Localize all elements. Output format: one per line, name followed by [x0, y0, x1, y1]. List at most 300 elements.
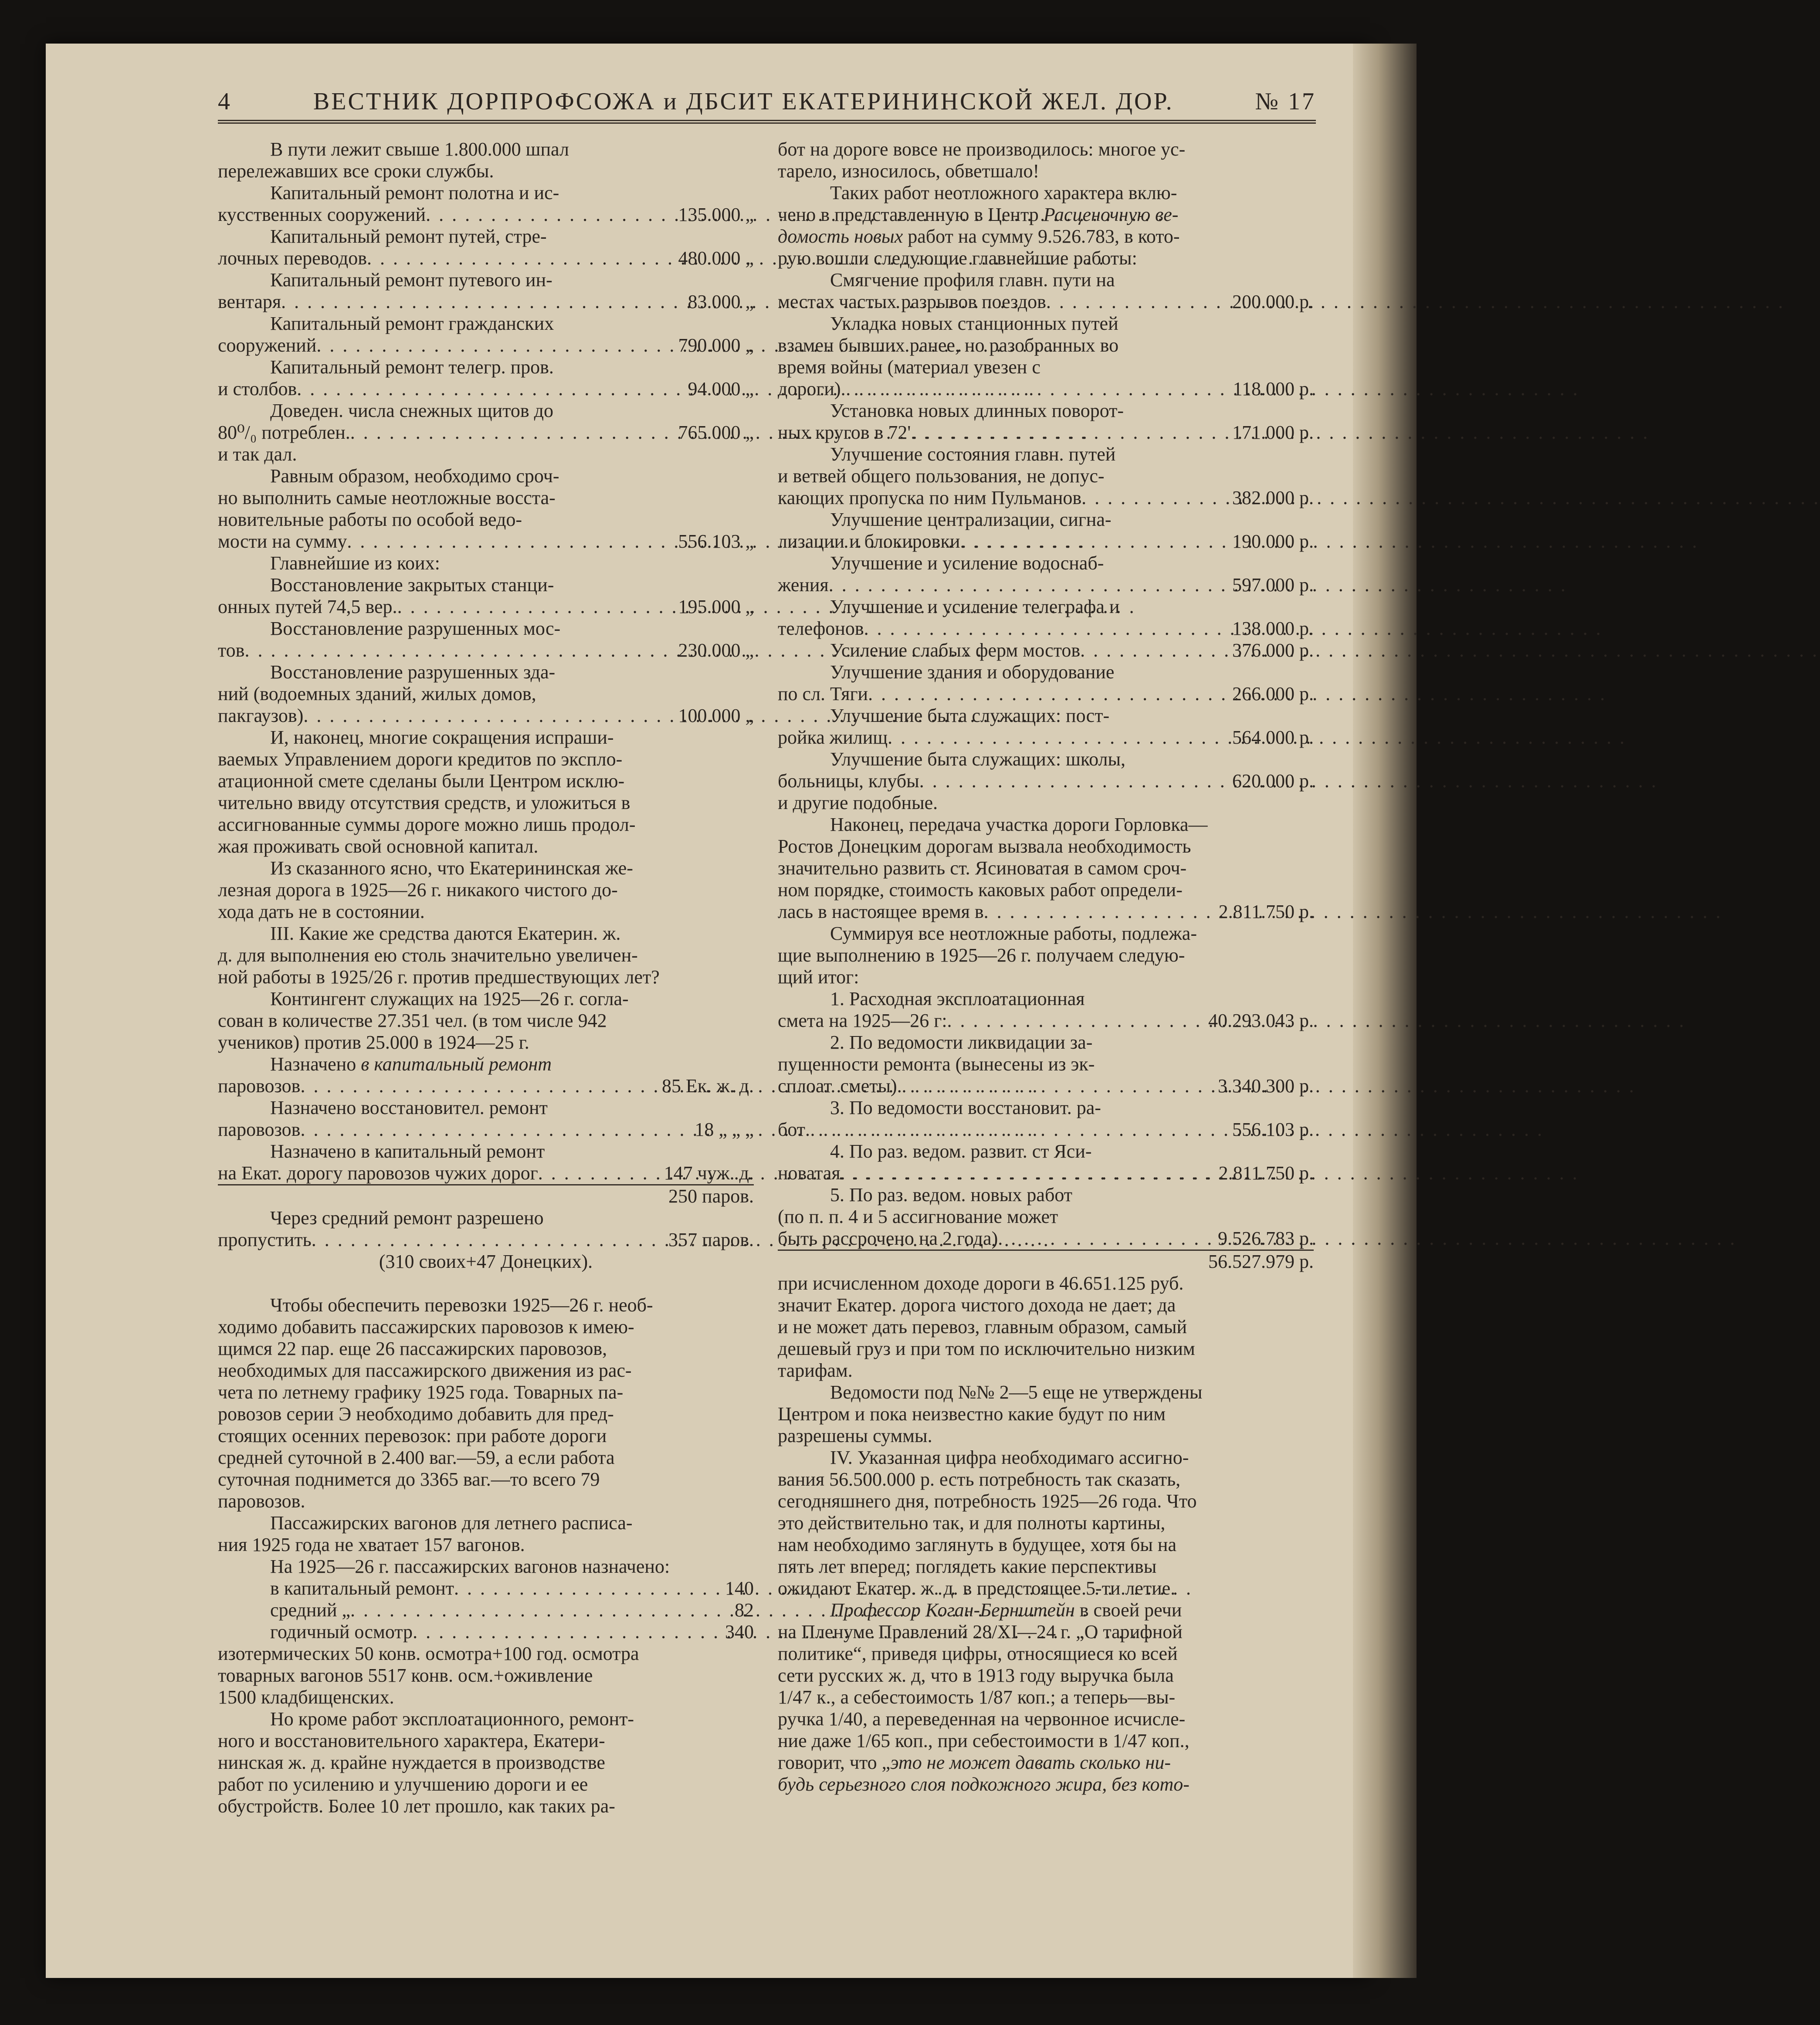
text-line [778, 226, 1314, 247]
line-text: Равным образом, необходимо сроч- [270, 465, 559, 487]
line-amount: 597.000 р. [1232, 574, 1314, 596]
line-text: Доведен. числа снежных щитов до [270, 400, 553, 421]
dot-leader [316, 335, 675, 356]
dot-leader [454, 1578, 722, 1599]
text-line [218, 1556, 754, 1578]
line-text: Улучшение быта служащих: школы, [830, 748, 1126, 770]
line-text: ожидают Екатер. ж. д. в предстоящее 5-ти летие. [778, 1578, 1176, 1599]
line-text: вентаря [218, 291, 281, 312]
line-text: (310 своих+47 Донецких). [379, 1251, 593, 1272]
line-text: Улучшение быта служащих: пост- [830, 705, 1110, 726]
line-text: местах частых разрывов поездов [778, 291, 1046, 312]
dot-leader [805, 1119, 1230, 1141]
line-text: сооружений [218, 335, 317, 356]
line-text: ние даже 1/65 коп., при себестоимости в 1/47 коп., [778, 1730, 1190, 1751]
text-line [778, 1512, 1314, 1534]
line-text: работ по усилению и улучшению дороги и ее [218, 1774, 588, 1795]
line-text: смета на 1925—26 г: [778, 1010, 947, 1031]
line-text: На 1925—26 г. пассажирских вагонов назначено: [270, 1556, 670, 1577]
text-line [218, 509, 754, 531]
text-line [778, 1184, 1314, 1206]
line-amount: 2.811.750 р. [1218, 1162, 1314, 1184]
line-text: и другие подобные. [778, 792, 938, 813]
text-line [778, 1643, 1314, 1665]
line-text: и ветвей общего пользования, не допус- [778, 465, 1105, 487]
text-line [778, 269, 1314, 291]
ledger-line [218, 640, 754, 661]
line-text: щий итог: [778, 966, 859, 988]
ledger-line [218, 1621, 754, 1643]
ledger-line [778, 574, 1314, 596]
text-line [218, 1382, 754, 1403]
dot-leader [911, 422, 1230, 444]
text-line [218, 661, 754, 683]
line-text: Назначено восстановител. ремонт [270, 1097, 548, 1118]
line-text: ного и восстановительного характера, Екатери- [218, 1730, 605, 1751]
line-text: тов [218, 640, 245, 661]
line-text: политике“, приведя цифры, относящиеся ко всей [778, 1643, 1178, 1664]
text-line [778, 1425, 1314, 1447]
line-text: ной работы в 1925/26 г. против предшествующих лет? [218, 966, 660, 988]
line-amount: 40.293.043 р. [1208, 1010, 1314, 1031]
ledger-line [218, 531, 754, 552]
ledger-line [778, 378, 1314, 400]
text-line [218, 1032, 754, 1053]
line-text: Назначено в капитальный ремонт [270, 1141, 545, 1162]
line-amount: 171.000 р. [1232, 422, 1314, 443]
line-text: нинская ж. д. крайне нуждается в производстве [218, 1752, 605, 1773]
line-text: 2. По ведомости ликвидации за- [830, 1032, 1093, 1053]
dot-leader [919, 770, 1230, 792]
line-amount: 135.000 „ [678, 204, 754, 225]
line-text: Назначено в капитальный ремонт [270, 1053, 552, 1075]
text-line [218, 139, 754, 160]
ledger-line [218, 705, 754, 727]
dot-leader [829, 574, 1230, 596]
line-text: паровозов. [218, 1490, 305, 1512]
text-line [778, 1665, 1314, 1686]
dot-leader [888, 727, 1230, 748]
line-text: 80⁰/₀ потреблен. [218, 422, 350, 443]
line-amount: 790.000 „ [678, 335, 754, 356]
dot-leader [244, 640, 675, 661]
line-text: стоящих осенних перевозок: при работе дороги [218, 1425, 607, 1446]
line-text: дороги) [778, 378, 841, 400]
text-line [778, 1578, 1314, 1599]
line-text: будь серьезного слоя подкожного жира, без кото- [778, 1774, 1190, 1795]
line-amount: 564.000 р. [1232, 727, 1314, 748]
text-line [778, 139, 1314, 160]
text-line [218, 1665, 754, 1686]
text-line [778, 204, 1314, 226]
ledger-line [778, 770, 1314, 792]
line-text: атационной смете сделаны были Центром исклю- [218, 770, 625, 792]
line-amount: 340 [725, 1621, 754, 1642]
text-line [778, 1053, 1314, 1075]
dot-leader [350, 1599, 732, 1621]
ledger-line [218, 1075, 754, 1097]
line-text: Капитальный ремонт гражданских [270, 313, 554, 334]
dot-leader [281, 291, 685, 313]
dot-leader [367, 247, 675, 269]
line-text: кусственных сооружений [218, 204, 426, 225]
line-text: кающих пропуска по ним Пульманов [778, 487, 1082, 508]
text-line [218, 400, 754, 422]
text-line [218, 1490, 754, 1512]
text-line [778, 748, 1314, 770]
text-line [778, 160, 1314, 182]
ledger-line [778, 618, 1314, 640]
text-line [778, 857, 1314, 879]
line-text: Таких работ неотложного характера вклю- [830, 182, 1177, 203]
line-text: лочных переводов [218, 247, 367, 269]
line-text: телефонов [778, 618, 864, 639]
line-text: паровозов [218, 1075, 301, 1097]
line-text: время войны (материал увезен с [778, 356, 1040, 378]
line-text: сети русских ж. д, что в 1913 году выручка была [778, 1665, 1174, 1686]
ledger-line [218, 596, 754, 618]
text-line [218, 683, 754, 705]
text-line [778, 1621, 1314, 1643]
text-line [778, 1206, 1314, 1228]
text-line [778, 1382, 1314, 1403]
line-text: Пассажирских вагонов для летнего расписа- [270, 1512, 633, 1534]
line-text: 4. По раз. ведом. развит. ст Яси- [830, 1141, 1092, 1162]
text-line [778, 792, 1314, 814]
line-amount: 190.000 р. [1232, 531, 1314, 552]
line-text: тарело, износилось, обветшало! [778, 160, 1040, 182]
line-text: пущенности ремонта (вынесены из эк- [778, 1053, 1095, 1075]
line-text: онных путей 74,5 вер. [218, 596, 397, 617]
text-line [778, 313, 1314, 335]
text-line [218, 226, 754, 247]
ledger-line [778, 901, 1314, 923]
text-line [218, 1469, 754, 1490]
line-text: щие выполнению в 1925—26 г. получаем следую- [778, 945, 1185, 966]
line-text: Смягчение профиля главн. пути на [830, 269, 1115, 291]
text-line [778, 1708, 1314, 1730]
text-line [218, 1774, 754, 1795]
dot-leader [426, 204, 675, 226]
line-text: чительно ввиду отсутствия средств, и уложиться в [218, 792, 630, 813]
ledger-line [218, 247, 754, 269]
line-text: Профессор Коган-Бернштейн в своей речи [830, 1599, 1182, 1621]
line-text: в капитальный ремонт [270, 1578, 454, 1599]
text-line [218, 1752, 754, 1774]
ledger-line [778, 683, 1314, 705]
text-line [218, 814, 754, 836]
line-text: тарифам. [778, 1360, 853, 1381]
line-text: дешевый груз и при том по исключительно низким [778, 1338, 1195, 1359]
dot-leader [397, 596, 676, 618]
dot-leader [350, 422, 676, 444]
line-text: быть рассрочено на 2 года) [778, 1228, 998, 1249]
line-text: Капитальный ремонт путей, стре- [270, 226, 547, 247]
line-text: значительно развить ст. Ясиноватая в самом сроч- [778, 857, 1187, 879]
line-text: (по п. п. 4 и 5 ассигнование может [778, 1206, 1058, 1227]
text-line [778, 1032, 1314, 1053]
line-text: 1. Расходная эксплоатационная [830, 988, 1085, 1009]
text-line [778, 1273, 1314, 1294]
line-amount: 18 „ „ „ [695, 1119, 754, 1140]
text-line [778, 1403, 1314, 1425]
text-line [218, 160, 754, 182]
text-line [778, 1294, 1314, 1316]
text-line [778, 596, 1314, 618]
text-line [218, 857, 754, 879]
text-line [218, 1447, 754, 1469]
dot-leader [300, 1119, 692, 1141]
line-text: Восстановление разрушенных зда- [270, 661, 556, 683]
text-line [218, 618, 754, 640]
text-line [778, 1097, 1314, 1119]
text-line [218, 1273, 754, 1294]
text-line [778, 923, 1314, 945]
line-text: ных кругов в 72' [778, 422, 911, 443]
line-text: необходимых для пассажирского движения из рас- [218, 1360, 632, 1381]
dot-leader [984, 901, 1216, 923]
text-line [218, 1338, 754, 1360]
line-amount: 200.000 р. [1232, 291, 1314, 312]
line-amount: 765.000 „ [678, 422, 754, 443]
text-line [218, 1360, 754, 1382]
line-amount: 118.000 р. [1233, 378, 1314, 400]
line-text: 3. По ведомости восстановит. ра- [830, 1097, 1101, 1118]
dot-leader [868, 683, 1230, 705]
ledger-line [778, 1251, 1314, 1273]
line-amount: 140 [725, 1578, 754, 1599]
line-text: ния 1925 года не хватает 157 вагонов. [218, 1534, 525, 1555]
line-text: Капитальный ремонт телегр. пров. [270, 356, 554, 378]
dot-leader [347, 531, 675, 552]
dot-leader [897, 1075, 1215, 1097]
ledger-line [778, 291, 1314, 313]
line-text: Из сказанного ясно, что Екатерининская же- [270, 857, 633, 879]
dot-leader [303, 705, 675, 727]
line-text: новатая [778, 1162, 841, 1184]
text-line [778, 814, 1314, 836]
line-text: учеников) против 25.000 в 1924—25 г. [218, 1032, 529, 1053]
text-line [218, 1534, 754, 1556]
line-text: Ведомости под №№ 2—5 еще не утверждены [830, 1382, 1203, 1403]
text-line [778, 335, 1314, 356]
line-amount: 266.000 р. [1232, 683, 1314, 704]
text-line [218, 1425, 754, 1447]
dot-leader [841, 1162, 1216, 1184]
line-text: IV. Указанная цифра необходимаго ассигно- [830, 1447, 1189, 1468]
line-text: Через средний ремонт разрешено [270, 1207, 544, 1229]
text-line [218, 1686, 754, 1708]
line-text: ручка 1/40, а переведенная на червонное исчисле- [778, 1708, 1186, 1730]
line-text: бот [778, 1119, 806, 1140]
ledger-line [218, 291, 754, 313]
ledger-line [218, 1578, 754, 1599]
line-text: Чтобы обеспечить перевозки 1925—26 г. необ- [270, 1294, 653, 1316]
text-line [218, 945, 754, 966]
text-line [778, 1338, 1314, 1360]
text-line [218, 444, 754, 465]
line-amount: 94.000 „ [688, 378, 754, 400]
line-text: взамен бывших ранее, но разобранных во [778, 335, 1119, 356]
line-text: ройка жилищ [778, 727, 888, 748]
text-line [778, 966, 1314, 988]
text-line [218, 1207, 754, 1229]
text-line [218, 727, 754, 748]
ledger-line [778, 1162, 1314, 1184]
text-line [218, 901, 754, 923]
text-line [218, 269, 754, 291]
line-text: Восстановление закрытых станци- [270, 574, 554, 596]
line-text: Капитальный ремонт полотна и ис- [270, 182, 559, 203]
line-text: Главнейшие из коих: [270, 552, 440, 574]
newspaper-title: ВЕСТНИК ДОРПРОФСОЖА и ДБСИТ ЕКАТЕРИНИНСКОЙ ЖЕЛ. ДОР. [313, 88, 1174, 115]
text-line [218, 574, 754, 596]
left-column [218, 139, 754, 1817]
line-text: мости на сумму [218, 531, 347, 552]
ledger-line [218, 1229, 754, 1251]
line-text: сован в количестве 27.351 чел. (в том числе 942 [218, 1010, 607, 1031]
line-amount: 3.340.300 р. [1218, 1075, 1314, 1097]
text-line [218, 1795, 754, 1817]
line-text: по сл. Тяги [778, 683, 868, 704]
dot-leader [413, 1621, 722, 1643]
text-line [778, 1686, 1314, 1708]
text-line [218, 879, 754, 901]
text-line [778, 1141, 1314, 1162]
line-text: лась в настоящее время в [778, 901, 984, 922]
line-text: Улучшение состояния главн. путей [830, 444, 1116, 465]
line-text: бот на дороге вовсе не производилось: многое ус- [778, 139, 1186, 160]
text-line [218, 1010, 754, 1032]
line-text: Улучшение централизации, сигна- [830, 509, 1112, 530]
page-number: 4 [218, 88, 232, 115]
line-text: И, наконец, многие сокращения испраши- [270, 727, 614, 748]
line-text: Капитальный ремонт путевого ин- [270, 269, 552, 291]
line-amount: 357 паров. [668, 1229, 754, 1250]
ledger-line [778, 640, 1314, 661]
line-text: больницы, клубы [778, 770, 919, 792]
line-text: вания 56.500.000 р. есть потребность так сказать, [778, 1469, 1181, 1490]
text-line [218, 465, 754, 487]
line-amount: 147 чуж. д. [664, 1162, 754, 1184]
line-text: Улучшение здания и оборудование [830, 661, 1115, 683]
text-line [218, 988, 754, 1010]
line-text: 1/47 к., а себестоимость 1/87 коп.; а теперь—вы- [778, 1686, 1176, 1708]
ledger-line [218, 204, 754, 226]
page-header [218, 87, 1316, 124]
ledger-line [218, 1119, 754, 1141]
line-text: ровозов серии Э необходимо добавить для пред- [218, 1403, 614, 1425]
line-text: но выполнить самые неотложные восста- [218, 487, 556, 508]
line-text: значит Екатер. дорога чистого дохода не дает; да [778, 1294, 1176, 1316]
text-line [778, 552, 1314, 574]
line-text: чета по летнему графику 1925 года. Товарных па- [218, 1382, 624, 1403]
text-line [778, 400, 1314, 422]
text-line [218, 182, 754, 204]
text-line [778, 182, 1314, 204]
text-line [218, 1708, 754, 1730]
line-text: сплоат. сметы) [778, 1075, 897, 1097]
line-text: Центром и пока неизвестно какие будут по ним [778, 1403, 1166, 1425]
line-text: при исчисленном доходе дороги в 46.651.125 руб. [778, 1273, 1184, 1294]
ledger-line [778, 1119, 1314, 1141]
line-text: 1500 кладбищенских. [218, 1686, 394, 1708]
line-text: на Екат. дорогу паровозов чужих дорог [218, 1162, 538, 1184]
text-line [218, 487, 754, 509]
line-text: III. Какие же средства даются Екатерин. ж. [270, 923, 621, 944]
text-line [218, 552, 754, 574]
line-text: В пути лежит свыше 1.800.000 шпал [270, 139, 569, 160]
ledger-line [218, 378, 754, 400]
line-text: Усиление слабых ферм мостов [830, 640, 1081, 661]
dot-leader [297, 378, 685, 400]
line-text: суточная поднимется до 3365 ваг.—то всего 79 [218, 1469, 600, 1490]
line-text: Но кроме работ эксплоатационного, ремонт- [270, 1708, 634, 1730]
line-amount: 85 Ек. ж. д. [661, 1075, 754, 1097]
ledger-line [778, 531, 1314, 552]
ledger-line [778, 422, 1314, 444]
ledger-line [218, 1162, 754, 1184]
text-line [778, 1469, 1314, 1490]
text-line [218, 1141, 754, 1162]
ledger-line [778, 487, 1314, 509]
line-text: Наконец, передача участка дороги Горловка— [830, 814, 1208, 835]
line-text: на Пленуме Правлений 28/XI—24 г. „О тарифной [778, 1621, 1183, 1642]
line-text: Установка новых длинных поворот- [830, 400, 1124, 421]
line-text: пропустить [218, 1229, 312, 1250]
line-amount: 9.526.783 р. [1218, 1228, 1314, 1249]
text-line [778, 1752, 1314, 1774]
line-text: ассигнованные суммы дороге можно лишь продол- [218, 814, 636, 835]
text-line [778, 1599, 1314, 1621]
line-text: рую вошли следующие главнейшие работы: [778, 247, 1137, 269]
line-text: средний „ [270, 1599, 351, 1621]
text-line [778, 444, 1314, 465]
line-amount: 82 [735, 1599, 754, 1621]
line-amount: 250 паров. [668, 1185, 754, 1207]
line-text: ний (водоемных зданий, жилых домов, [218, 683, 536, 704]
line-text: перележавших все сроки службы. [218, 160, 494, 182]
text-line [778, 661, 1314, 683]
text-line [218, 1403, 754, 1425]
line-text: и так дал. [218, 444, 297, 465]
line-text: товарных вагонов 5517 конв. осм.+оживление [218, 1665, 593, 1686]
line-text: Улучшение и усиление водоснаб- [830, 552, 1104, 574]
text-line [218, 966, 754, 988]
line-text: лизации и блокировки [778, 531, 960, 552]
line-amount: 56.527.979 р. [1208, 1251, 1314, 1272]
line-amount: 83.000 „ [688, 291, 754, 312]
text-line [778, 1490, 1314, 1512]
line-text: паровозов [218, 1119, 301, 1140]
text-line [218, 1251, 754, 1273]
dot-leader [312, 1229, 666, 1251]
ledger-line [778, 1228, 1314, 1251]
text-line [778, 1774, 1314, 1795]
text-line [218, 1643, 754, 1665]
dot-leader [1046, 291, 1230, 313]
line-amount: 556.103 р. [1232, 1119, 1314, 1140]
line-text: обустройств. Более 10 лет прошло, как таких ра- [218, 1795, 615, 1817]
text-line [778, 1534, 1314, 1556]
line-text: средней суточной в 2.400 ваг.—59, а если работа [218, 1447, 615, 1468]
text-line [218, 770, 754, 792]
ledger-line [218, 1599, 754, 1621]
text-line [218, 1294, 754, 1316]
line-amount: 2.811.750 р. [1218, 901, 1314, 922]
line-amount: 195.000 „ [678, 596, 754, 617]
line-text: жая проживать свой основной капитал. [218, 836, 539, 857]
